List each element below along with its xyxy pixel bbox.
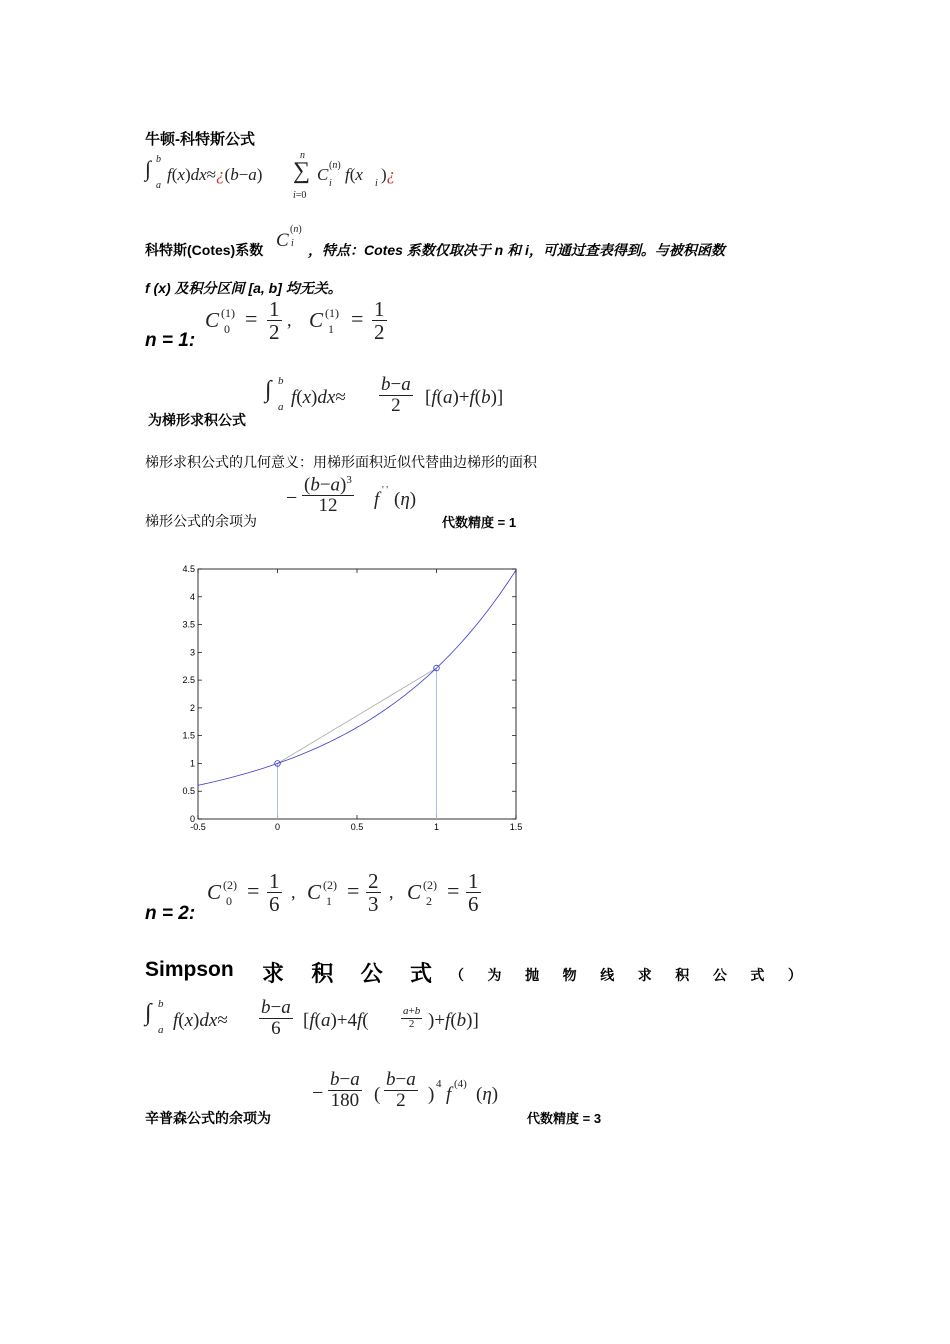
paren-char: 式: [750, 967, 765, 983]
page-title: 牛顿-科特斯公式: [145, 131, 255, 148]
simpson-remainder-label: 辛普森公式的余项为: [145, 1110, 271, 1126]
paren-char: 积: [675, 967, 690, 983]
simpson-heading-chars: [262, 957, 432, 988]
simpson-formula: ∫ b a f(x)dx≈ $\frac{b-a}{6}$ [f(a)+4f( $\frac{a+b}{2}$ )+f(b)]: [145, 997, 479, 1039]
x-tick-label: 0: [274, 822, 281, 832]
exp-curve: [198, 570, 516, 785]
paren-char: 线: [600, 967, 615, 983]
n2-label: n = 2:: [145, 903, 196, 924]
paren-char: （: [450, 967, 464, 983]
y-tick-label: 3.5: [182, 619, 195, 630]
paren-char: 为: [487, 967, 502, 983]
heading-char: 求: [262, 961, 285, 986]
cotes-prefix: 科特斯(Cotes)系数: [145, 242, 264, 258]
trapezoid-label: 为梯形求积公式: [148, 412, 246, 428]
simpson-heading-word: Simpson: [145, 958, 234, 981]
y-tick-label: 2: [189, 702, 195, 713]
x-tick-label: 0.5: [350, 822, 364, 832]
simpson-precision: 代数精度 = 3: [527, 1111, 602, 1126]
heading-char: 积: [311, 961, 334, 986]
y-tick-label: 0: [189, 814, 195, 824]
trapezoid-geometry: 梯形求积公式的几何意义：用梯形面积近似代替曲边梯形的面积: [145, 455, 537, 471]
paren-char: 公: [712, 967, 727, 983]
y-tick-label: 0.5: [182, 786, 195, 797]
newton-cotes-formula: ∫ b a f(x)dx≈¿(b−a) ∑ n i=0 C (n) i f(x i )¿: [145, 150, 396, 201]
simpson-remainder-formula: − $\frac{b-a}{180}$ ( $\frac{b-a}{2}$ ) 4 f (4) (η): [312, 1069, 499, 1111]
heading-char: 公: [360, 961, 383, 986]
x-tick-label: 1: [433, 822, 440, 832]
y-tick-label: 3: [189, 647, 195, 658]
n1-label: n = 1:: [145, 330, 196, 351]
cotes-description-line2: f (x) 及积分区间 [a, b] 均无关。: [145, 280, 342, 296]
trapezoid-plot: [170, 560, 540, 840]
x-tick-label: 1.5: [509, 822, 523, 832]
y-tick-label: 4.5: [182, 564, 195, 574]
heading-char: 式: [409, 961, 432, 986]
trapezoid-precision: 代数精度 = 1: [442, 515, 517, 530]
cotes-coefficient-symbol: C (n) i: [276, 224, 302, 251]
simpson-heading-parenthetical: [450, 965, 802, 985]
n2-coefficients: C (2) 0 = $\frac{1}{6}$ , C (2) 1 = $\frac{2}{3}$ , C (2) 2 = $\frac{1}{6}$: [207, 869, 479, 917]
trapezoid-formula: ∫ b a f(x)dx≈ $\frac{b-a}{2}$ [f(a)+f(b)]: [265, 374, 504, 416]
y-tick-label: 2.5: [182, 675, 195, 686]
n1-coefficients: C (1) 0 = $\frac{1}{2}$ , C (1) 1 = $\frac{1}{2}$: [205, 297, 385, 345]
y-tick-label: 1.5: [182, 730, 195, 741]
y-tick-label: 4: [189, 591, 195, 602]
plot-frame: [198, 569, 516, 819]
paren-char: 抛: [525, 967, 540, 983]
trapezoid-remainder-label: 梯形公式的余项为: [145, 514, 257, 530]
trapezoid-chord: [278, 668, 437, 763]
paren-char: ）: [787, 967, 802, 983]
cotes-description-line1: ，特点：Cotes 系数仅取决于 n 和 i，可通过查表得到。与被积函数: [308, 242, 725, 258]
paren-char: 求: [637, 967, 652, 983]
x-tick-label: -0.5: [190, 822, 206, 832]
paren-char: 物: [562, 967, 577, 983]
trapezoid-remainder-formula: − $\frac{(b-a)^3}{12}$ f ' ' (η): [286, 474, 417, 517]
y-tick-label: 1: [189, 758, 195, 769]
